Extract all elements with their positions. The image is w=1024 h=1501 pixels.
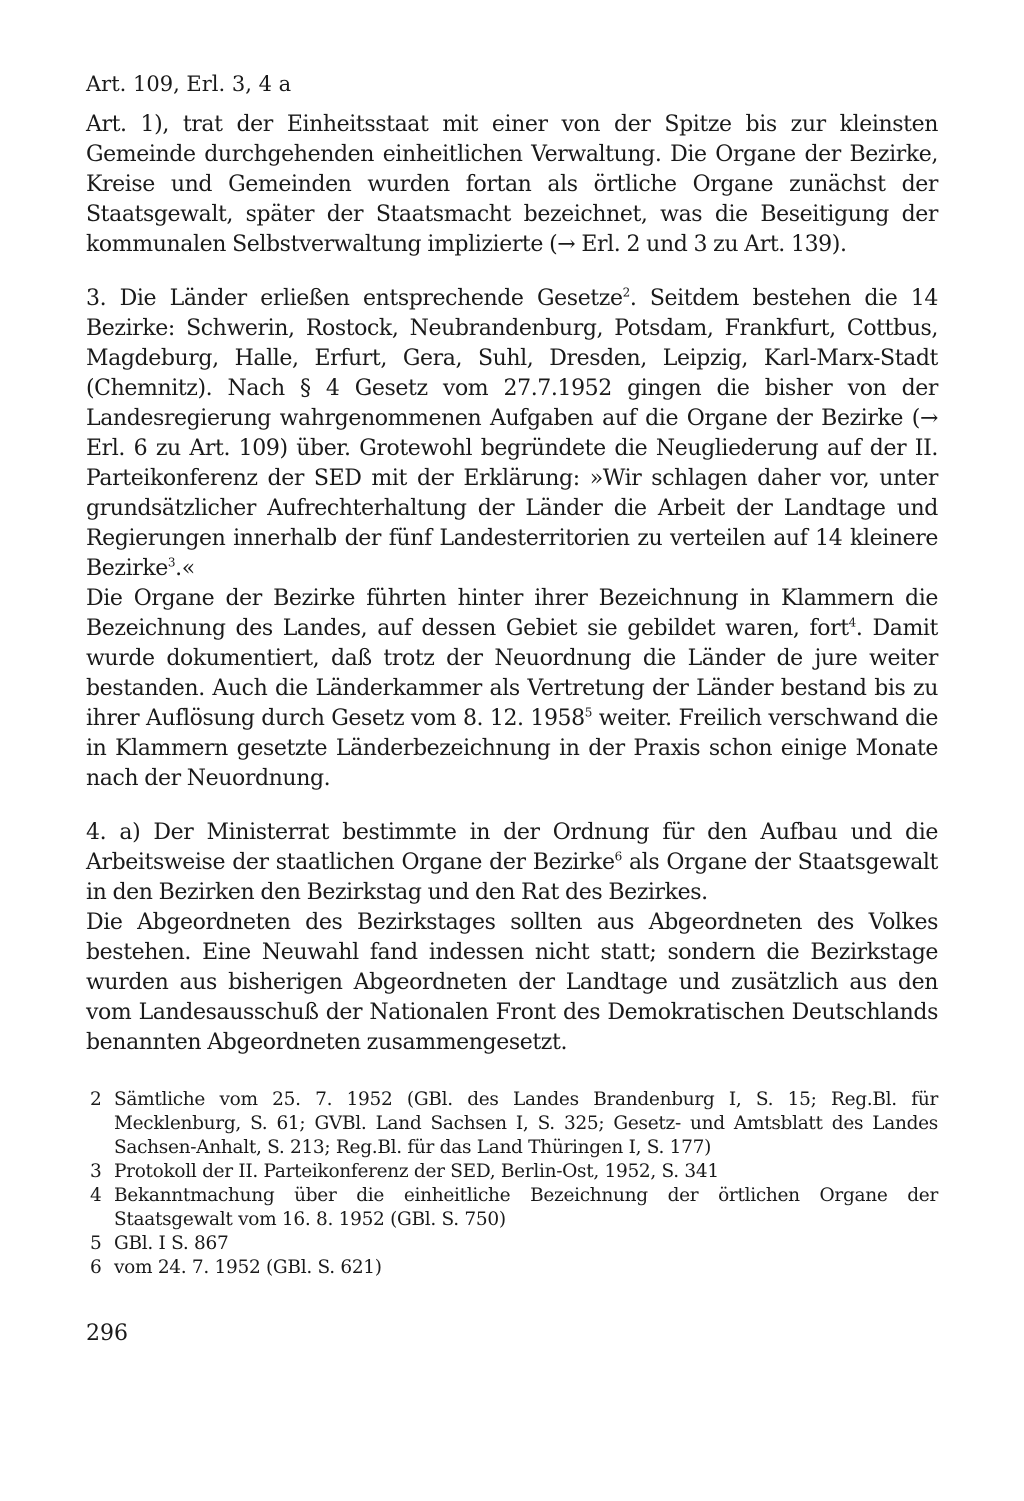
footnote-ref: 2 bbox=[622, 285, 630, 300]
footnote-text: vom 24. 7. 1952 (GBl. S. 621) bbox=[114, 1257, 382, 1278]
paragraph-text: Die Abgeordneten des Bezirkstages sollten aus Abgeordneten des Volkes bestehen. Eine Neuwahl fand indessen nicht statt; sondern die Bezirkstage wurden aus bisherigen Abgeordneten der Landtage und zusätzlich aus den vom Landesausschuß der Nationalen Front des Demokratischen Deutschlands benannten Abgeordneten zusammengesetzt. bbox=[86, 910, 938, 1055]
footnote-ref: 3 bbox=[167, 555, 176, 570]
paragraph-abgeordnete bbox=[86, 908, 938, 1058]
paragraph-section-3 bbox=[86, 284, 938, 584]
paragraph-text: Art. 1), trat der Einheitsstaat mit einer von der Spitze bis zur kleinsten Gemeinde durchgehenden einheitlichen Verwaltung. Die Organe der Bezirke, Kreise und Gemeinden wurden fortan als örtliche Organe zunächst der Staatsgewalt, später der Staatsmacht bezeichnet, was die Beseitigung der kommunalen Selbstverwaltung implizierte (→ Erl. 2 und 3 zu Art. 139). bbox=[86, 112, 938, 257]
footnote-ref: 5 bbox=[584, 705, 593, 720]
footnote-item bbox=[90, 1088, 938, 1160]
paragraph-bezirke-organe bbox=[86, 584, 938, 794]
paragraph-text: . Damit wurde dokumentiert, daß trotz der Neuordnung die Länder de jure weiter bestanden. Auch die Länderkammer als Vertretung der Länder bestand bis zu ihrer Auflösung durch Gesetz vom 8. 12. 1958 bbox=[86, 616, 938, 731]
paragraph-text: 4. a) Der Ministerrat bestimmte in der Ordnung für den Aufbau und die Arbeitsweise der staatlichen Organe der Bezirke bbox=[86, 820, 938, 875]
footnote-text: Protokoll der II. Parteikonferenz der SED, Berlin-Ost, 1952, S. 341 bbox=[114, 1161, 719, 1182]
paragraph-text: weiter. Freilich verschwand die in Klammern gesetzte Länderbezeichnung in der Praxis schon einige Monate nach der Neuordnung. bbox=[86, 706, 938, 791]
footnote-text: Bekanntmachung über die einheitliche Bezeichnung der örtlichen Organe der Staatsgewalt vom 16. 8. 1952 (GBl. S. 750) bbox=[114, 1185, 938, 1230]
paragraph-continuation bbox=[86, 110, 938, 260]
paragraph-text: als Organe der Staatsgewalt in den Bezirken den Bezirkstag und den Rat des Bezirkes. bbox=[86, 850, 938, 905]
body-text bbox=[86, 110, 938, 1058]
footnote-item bbox=[90, 1160, 938, 1184]
running-head: Art. 109, Erl. 3, 4 a bbox=[86, 72, 292, 96]
footnote-number: 5 bbox=[90, 1233, 102, 1254]
footnote-ref: 4 bbox=[848, 615, 856, 630]
footnote-number: 6 bbox=[90, 1257, 102, 1278]
page-number: 296 bbox=[86, 1321, 128, 1346]
footnote-number: 2 bbox=[90, 1089, 102, 1110]
footnote-number: 3 bbox=[90, 1161, 102, 1182]
footnote-number: 4 bbox=[90, 1185, 102, 1206]
paragraph-text: .« bbox=[175, 556, 195, 581]
footnote-ref: 6 bbox=[614, 849, 622, 864]
paragraph-text: Die Organe der Bezirke führten hinter ihrer Bezeichnung in Klammern die Bezeichnung des Landes, auf dessen Gebiet sie gebildet waren, fort bbox=[86, 586, 938, 641]
footnote-item bbox=[90, 1184, 938, 1232]
document-page bbox=[86, 70, 938, 1348]
paragraph-text: . Seitdem bestehen die 14 Bezirke: Schwerin, Rostock, Neubrandenburg, Potsdam, Frankfurt, Cottbus, Magdeburg, Halle, Erfurt, Gera, Suhl, Dresden, Leipzig, Karl-Marx-Stadt (Chemnitz). Nach § 4 Gesetz vom 27.7.1952 gingen die bisher von der Landesregierung wahrgenommenen Aufgaben auf die Organe der Bezirke (→ Erl. 6 zu Art. 109) über. Grotewohl begründete die Neugliederung auf der II. Parteikonferenz der SED mit der Erklärung: »Wir schlagen daher vor, unter grundsätzlicher Aufrechterhaltung der Länder die Arbeit der Landtage und Regierungen innerhalb der fünf Landesterritorien zu verteilen auf 14 kleinere Bezirke bbox=[86, 286, 938, 581]
paragraph-text: 3. Die Länder erließen entsprechende Gesetze bbox=[86, 286, 623, 311]
footnote-item bbox=[90, 1232, 938, 1256]
footnotes bbox=[86, 1088, 938, 1280]
footnote-item bbox=[90, 1256, 938, 1280]
footnote-text: Sämtliche vom 25. 7. 1952 (GBl. des Landes Brandenburg I, S. 15; Reg.Bl. für Mecklenburg, S. 61; GVBl. Land Sachsen I, S. 325; Gesetz- und Amtsblatt des Landes Sachsen-Anhalt, S. 213; Reg.Bl. für das Land Thüringen I, S. 177) bbox=[114, 1089, 938, 1158]
footnote-text: GBl. I S. 867 bbox=[114, 1233, 229, 1254]
paragraph-section-4a bbox=[86, 818, 938, 908]
